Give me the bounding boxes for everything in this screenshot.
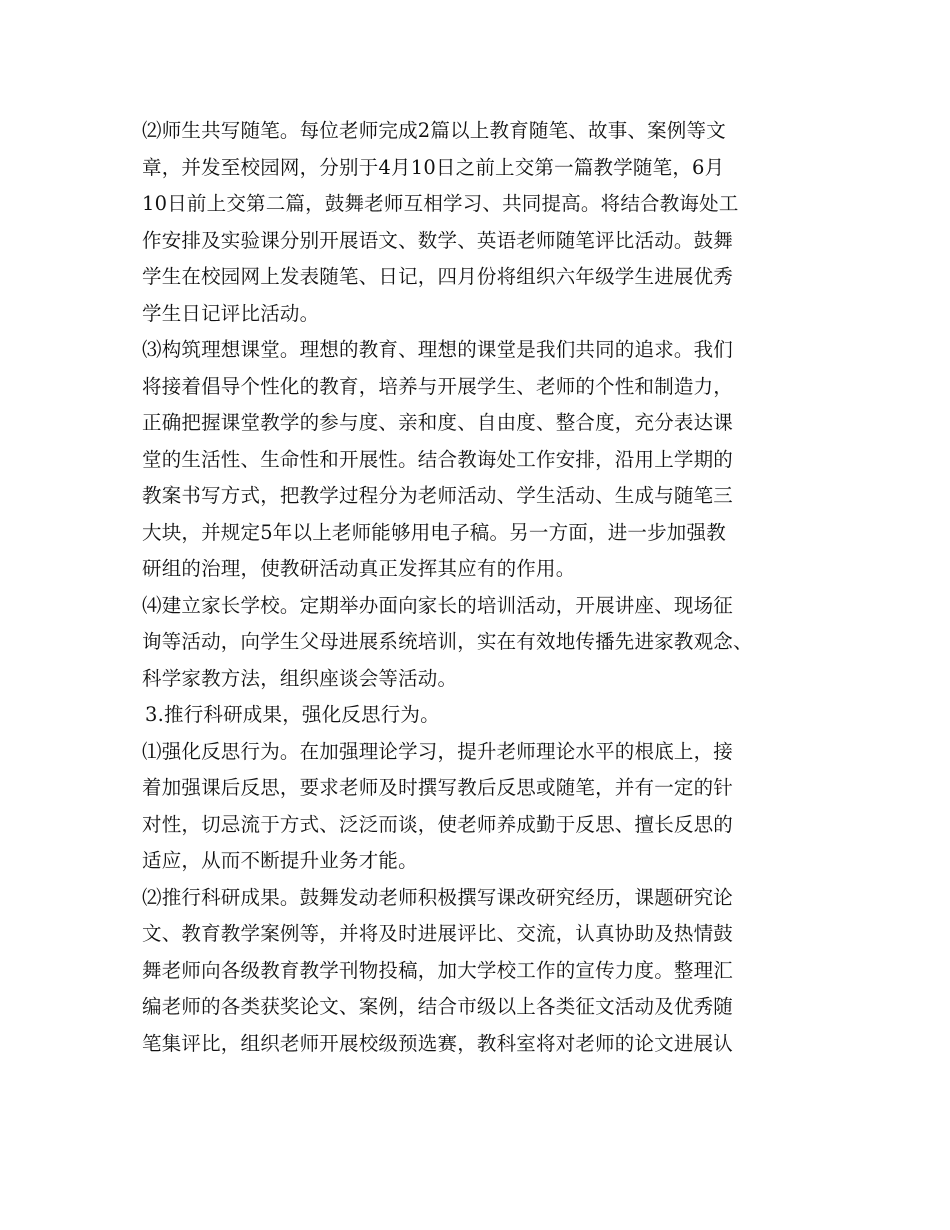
text-line: 堂的生活性、生命性和开展性。结合教诲处工作安排，沿用上学期的 xyxy=(142,447,734,471)
text-line: 适应，从而不断提升业务才能。 xyxy=(142,849,418,872)
text-line: 科学家教方法，组织座谈会等活动。 xyxy=(142,666,458,690)
text-line: 舞老师向各级教育教学刊物投稿，加大学校工作的宣传力度。整理汇 xyxy=(142,958,734,982)
text-line: 10日前上交第二篇，鼓舞老师互相学习、共同提高。将结合教诲处工 xyxy=(142,192,739,215)
text-line: 大块，并规定5年以上老师能够用电子稿。另一方面，进一步加强教 xyxy=(142,520,726,544)
text-line: 研组的治理，使教研活动真正发挥其应有的作用。 xyxy=(142,557,576,580)
text-line: ⑵师生共写随笔。每位老师完成2篇以上教育随笔、故事、案例等文 xyxy=(142,119,726,142)
text-line: 正确把握课堂教学的参与度、亲和度、自由度、整合度，充分表达课 xyxy=(142,411,734,434)
text-line: 编老师的各类获奖论文、案例，结合市级以上各类征文活动及优秀随 xyxy=(142,995,734,1018)
text-line: 学生在校园网上发表随笔、日记，四月份将组织六年级学生进展优秀 xyxy=(142,265,734,288)
text-line: 着加强课后反思，要求老师及时撰写教后反思或随笔，并有一定的针 xyxy=(142,776,734,799)
text-line: ⑴强化反思行为。在加强理论学习，提升老师理论水平的根底上，接 xyxy=(142,739,734,763)
text-line: 学生日记评比活动。 xyxy=(142,301,320,325)
text-line: ⑷建立家长学校。定期举办面向家长的培训活动，开展讲座、现场征 xyxy=(142,593,734,617)
text-line: 教案书写方式，把教学过程分为老师活动、学生活动、生成与随笔三 xyxy=(142,484,734,507)
text-line: 作安排及实验课分别开展语文、数学、英语老师随笔评比活动。鼓舞 xyxy=(142,228,734,252)
text-line: 笔集评比，组织老师开展校级预选赛，教科室将对老师的论文进展认 xyxy=(142,1031,734,1055)
text-line: ⑵推行科研成果。鼓舞发动老师积极撰写课改研究经历，课题研究论 xyxy=(142,885,734,909)
text-line: 文、教育教学案例等，并将及时进展评比、交流，认真协助及热情鼓 xyxy=(142,922,734,945)
text-line: 将接着倡导个性化的教育，培养与开展学生、老师的个性和制造力， xyxy=(142,374,734,398)
text-line: 对性，切忌流于方式、泛泛而谈，使老师养成勤于反思、擅长反思的 xyxy=(142,812,734,836)
section-heading: 3.推行科研成果，强化反思行为。 xyxy=(145,703,440,726)
text-line: ⑶构筑理想课堂。理想的教育、理想的课堂是我们共同的追求。我们 xyxy=(142,338,734,361)
text-line: 章，并发至校园网，分别于4月10日之前上交第一篇教学随笔，6月 xyxy=(142,155,725,179)
text-line: 询等活动，向学生父母进展系统培训，实在有效地传播先进家教观念、 xyxy=(142,630,753,653)
body-text xyxy=(142,113,842,1062)
